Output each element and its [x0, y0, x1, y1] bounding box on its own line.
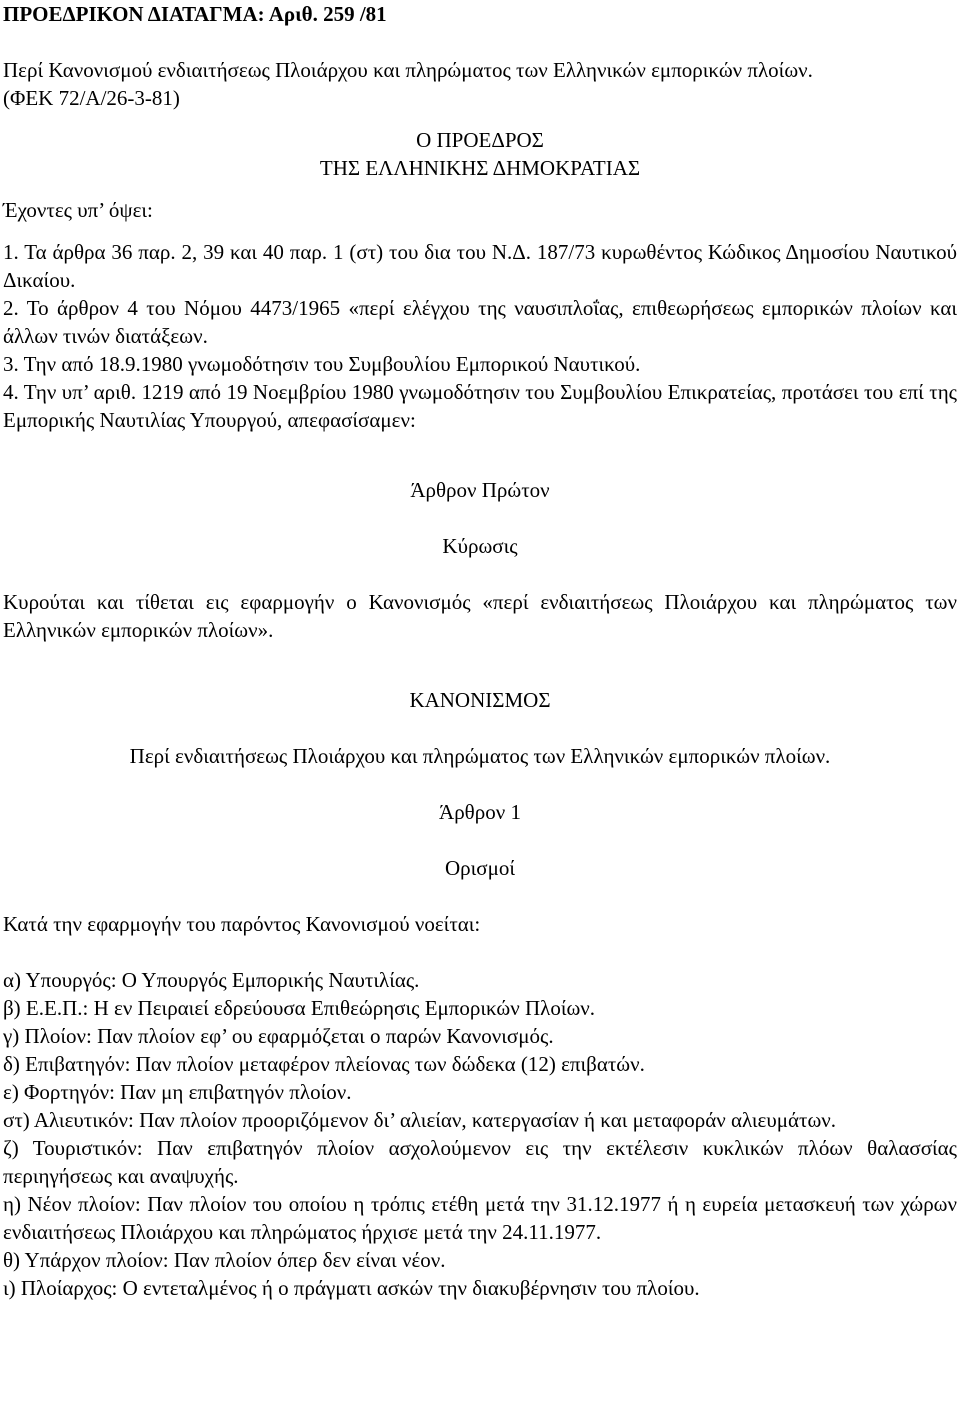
- definitions-list: [3, 966, 957, 1302]
- consideration-item: 1. Τα άρθρα 36 παρ. 2, 39 και 40 παρ. 1 (στ) του δια του Ν.Δ. 187/73 κυρωθέντος Κώδικος Δημοσίου Ναυτικού Δικαίου.: [3, 240, 957, 292]
- decree-title: ΠΡΟΕΔΡΙΚΟΝ ΔΙΑΤΑΓΜΑ: Αριθ. 259 /81: [3, 2, 387, 26]
- definition-item: ζ) Τουριστικόν: Παν επιβατηγόν πλοίον ασχολούμενον εις την εκτέλεσιν κυκλικών πλόων θαλασσίας περιηγήσεως και αναψυχής.: [3, 1136, 957, 1188]
- definition-item: γ) Πλοίον: Παν πλοίον εφ’ ου εφαρμόζεται ο παρών Κανονισμός.: [3, 1024, 554, 1048]
- article-1-subheading: Ορισμοί: [444, 856, 516, 880]
- fek-reference: (ΦΕΚ 72/Α/26-3-81): [3, 86, 180, 110]
- considerations-list: [3, 238, 957, 434]
- consideration-item: 4. Την υπ’ αριθ. 1219 από 19 Νοεμβρίου 1980 γνωμοδότησιν του Συμβουλίου Επικρατείας, προτάσει του επί της Εμπορικής Ναυτιλίας Υπουργού, απεφασίσαμεν:: [3, 380, 957, 432]
- definition-item: στ) Αλιευτικόν: Παν πλοίον προοριζόμενον δι’ αλιείαν, κατεργασίαν ή και μεταφοράν αλιευμάτων.: [3, 1108, 837, 1132]
- article-1-intro: Κατά την εφαρμογήν του παρόντος Κανονισμού νοείται:: [3, 912, 481, 936]
- definition-item: β) Ε.Ε.Π.: Η εν Πειραιεί εδρεύουσα Επιθεώρησις Εμπορικών Πλοίων.: [3, 996, 596, 1020]
- definition-item: ι) Πλοίαρχος: Ο εντεταλμένος ή ο πράγματι ασκών την διακυβέρνησιν του πλοίου.: [3, 1276, 700, 1300]
- document-page: [3, 0, 957, 1302]
- article-first-subheading: Κύρωσις: [442, 534, 518, 558]
- president-line-1: Ο ΠΡΟΕΔΡΟΣ: [416, 128, 544, 152]
- definition-item: θ) Υπάρχον πλοίον: Παν πλοίον όπερ δεν είναι νέον.: [3, 1248, 446, 1272]
- article-1-heading: Άρθρον 1: [439, 800, 521, 824]
- president-line-2: ΤΗΣ ΕΛΛΗΝΙΚΗΣ ΔΗΜΟΚΡΑΤΙΑΣ: [319, 156, 641, 180]
- regulation-heading: ΚΑΝΟΝΙΣΜΟΣ: [409, 688, 551, 712]
- definition-item: η) Νέον πλοίον: Παν πλοίον του οποίου η τρόπις ετέθη μετά την 31.12.1977 ή η ευρεία μετασκευή των χώρων ενδιαιτήσεως Πλοιάρχου και πληρώματος ήρχισε μετά την 24.11.1977.: [3, 1192, 957, 1244]
- having-regard: Έχοντες υπ’ όψει:: [3, 198, 153, 222]
- definition-item: α) Υπουργός: Ο Υπουργός Εμπορικής Ναυτιλίας.: [3, 968, 420, 992]
- consideration-item: 3. Την από 18.9.1980 γνωμοδότησιν του Συμβουλίου Εμπορικού Ναυτικού.: [3, 352, 641, 376]
- regulation-subtitle: Περί ενδιαιτήσεως Πλοιάρχου και πληρώματος των Ελληνικών εμπορικών πλοίων.: [129, 744, 831, 768]
- definition-item: δ) Επιβατηγόν: Παν πλοίον μεταφέρον πλείονας των δώδεκα (12) επιβατών.: [3, 1052, 645, 1076]
- decree-subject: Περί Κανονισμού ενδιαιτήσεως Πλοιάρχου και πληρώματος των Ελληνικών εμπορικών πλοίων.: [3, 58, 813, 82]
- consideration-item: 2. Το άρθρον 4 του Νόμου 4473/1965 «περί ελέγχου της ναυσιπλοΐας, επιθεωρήσεως εμπορικών πλοίων και άλλων τινών διατάξεων.: [3, 296, 957, 348]
- definition-item: ε) Φορτηγόν: Παν μη επιβατηγόν πλοίον.: [3, 1080, 352, 1104]
- article-first-heading: Άρθρον Πρώτον: [410, 478, 550, 502]
- article-first-text: Κυρούται και τίθεται εις εφαρμογήν ο Κανονισμός «περί ενδιαιτήσεως Πλοιάρχου και πληρώματος των Ελληνικών εμπορικών πλοίων».: [3, 590, 957, 642]
